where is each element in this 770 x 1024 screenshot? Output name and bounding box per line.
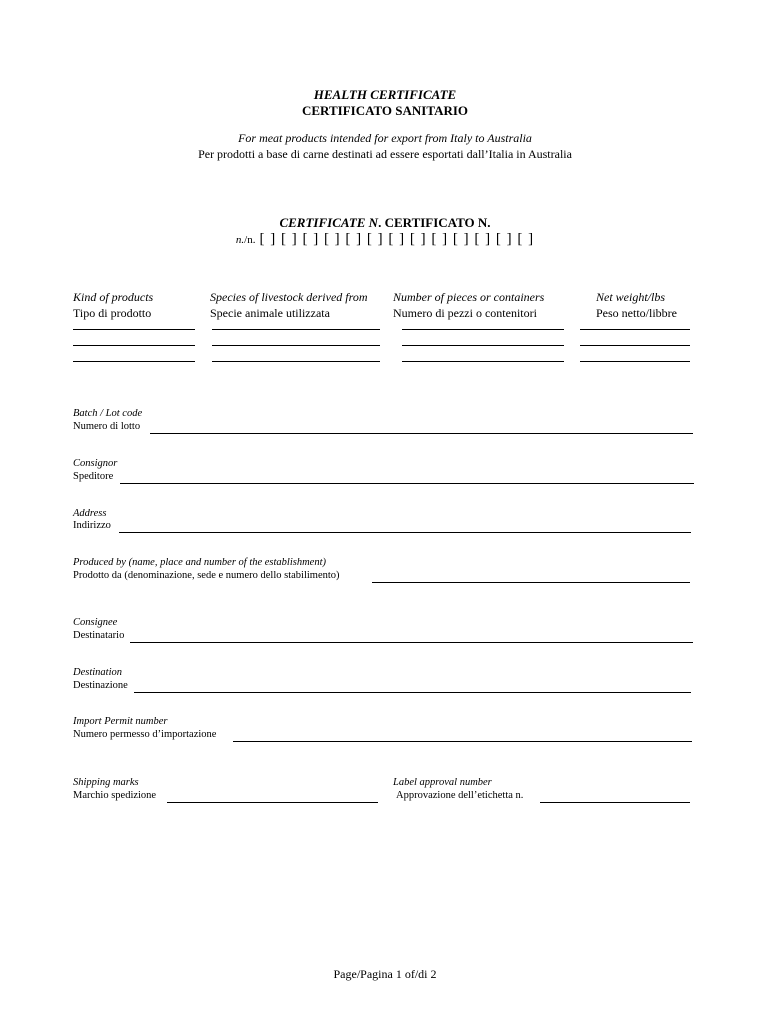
address-field[interactable] — [119, 532, 691, 533]
consignor-field[interactable] — [120, 483, 694, 484]
certificate-number-boxes[interactable]: [ ] [ ] [ ] [ ] [ ] [ ] [ ] [ ] [ ] [ ] [ ] [ ] [ ] — [259, 231, 535, 247]
batch-label-en: Batch / Lot code — [73, 408, 143, 419]
column-label-en: Net weight/lbs — [596, 290, 665, 304]
kind-of-products-field-2[interactable] — [73, 345, 195, 346]
pieces-field-1[interactable] — [402, 329, 564, 330]
label-approval-label-en: Label approval number — [393, 777, 492, 788]
column-species — [210, 290, 368, 321]
batch-label-it: Numero di lotto — [73, 421, 141, 432]
certificate-number-row — [0, 230, 770, 248]
species-field-1[interactable] — [212, 329, 380, 330]
destination-label-en: Destination — [73, 667, 122, 678]
column-label-en: Number of pieces or containers — [393, 290, 545, 304]
batch-field[interactable] — [150, 433, 693, 434]
subtitle-en: For meat products intended for export from Italy to Australia — [238, 131, 532, 145]
destination-field[interactable] — [134, 692, 691, 693]
species-field-3[interactable] — [212, 361, 380, 362]
kind-of-products-field-1[interactable] — [73, 329, 195, 330]
import-permit-field[interactable] — [233, 741, 692, 742]
net-weight-field-3[interactable] — [580, 361, 690, 362]
produced-by-label-it: Prodotto da (denominazione, sede e numero dello stabilimento) — [73, 570, 340, 581]
certificate-label-it: . CERTIFICATO N. — [378, 215, 491, 230]
subtitle-it: Per prodotti a base di carne destinati ad essere esportati dall’Italia in Australia — [198, 147, 572, 161]
net-weight-field-1[interactable] — [580, 329, 690, 330]
shipping-marks-label-it: Marchio spedizione — [73, 790, 157, 801]
consignee-label-it: Destinatario — [73, 630, 125, 641]
column-label-en: Species of livestock derived from — [210, 290, 368, 304]
pieces-field-2[interactable] — [402, 345, 564, 346]
cert-prefix-it: /n. — [244, 234, 256, 246]
consignee-field[interactable] — [130, 642, 693, 643]
column-label-it: Numero di pezzi o contenitori — [393, 306, 537, 320]
page-number: Page/Pagina 1 of/di 2 — [333, 967, 437, 981]
certificate-label-en: CERTIFICATE N — [279, 215, 379, 230]
title-en: HEALTH CERTIFICATE — [313, 87, 457, 102]
net-weight-field-2[interactable] — [580, 345, 690, 346]
kind-of-products-field-3[interactable] — [73, 361, 195, 362]
address-label-en: Address — [73, 508, 107, 519]
destination-label-it: Destinazione — [73, 680, 128, 691]
import-permit-label-en: Import Permit number — [73, 716, 168, 727]
species-field-2[interactable] — [212, 345, 380, 346]
column-number-of-pieces — [393, 290, 544, 321]
shipping-marks-label-en: Shipping marks — [73, 777, 139, 788]
column-net-weight — [596, 290, 677, 321]
label-approval-field[interactable] — [540, 802, 690, 803]
title-it: CERTIFICATO SANITARIO — [301, 103, 469, 118]
column-label-en: Kind of products — [73, 290, 154, 304]
cert-prefix-en: n. — [235, 234, 245, 246]
import-permit-label-it: Numero permesso d’importazione — [73, 729, 217, 740]
column-label-it: Peso netto/libbre — [596, 306, 677, 320]
consignor-label-en: Consignor — [73, 458, 118, 469]
produced-by-label-en: Produced by (name, place and number of the establishment) — [73, 557, 327, 568]
pieces-field-3[interactable] — [402, 361, 564, 362]
certificate-number-heading — [0, 215, 770, 231]
column-label-it: Specie animale utilizzata — [210, 306, 330, 320]
consignor-label-it: Speditore — [73, 471, 114, 482]
consignee-label-en: Consignee — [73, 617, 118, 628]
column-kind-of-products — [73, 290, 153, 321]
produced-by-field[interactable] — [372, 582, 690, 583]
label-approval-label-it: Approvazione dell’etichetta n. — [396, 790, 524, 801]
shipping-marks-field[interactable] — [167, 802, 378, 803]
column-label-it: Tipo di prodotto — [73, 306, 152, 320]
address-label-it: Indirizzo — [73, 520, 111, 531]
